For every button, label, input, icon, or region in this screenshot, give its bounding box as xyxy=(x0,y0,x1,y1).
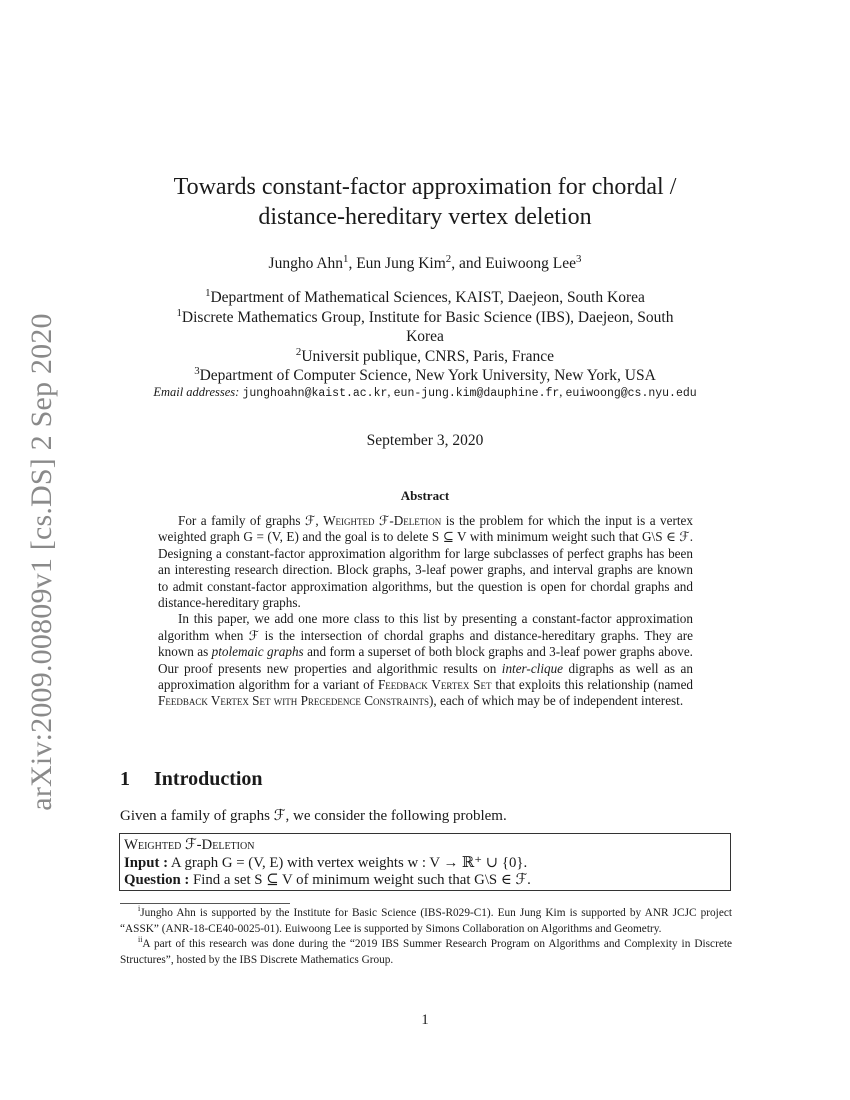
affil-text: Discrete Mathematics Group, Institute for Basic Science (IBS), Daejeon, South xyxy=(181,308,674,326)
email-addresses: Email addresses: junghoahn@kaist.ac.kr, eun-jung.kim@dauphine.fr, euiwoong@cs.nyu.edu xyxy=(153,385,697,400)
author-affil-mark: 2 xyxy=(445,252,452,265)
emphasis: ptolemaic graphs xyxy=(211,644,304,660)
footnote-text: A part of this research was done during the “2019 IBS Summer Research Program on Algorithms and Complexity in Discrete Structures”, hosted by the IBS Discrete Mathematics Group. xyxy=(120,938,732,966)
footnote-mark: ii xyxy=(138,935,143,945)
text-run: For a family of graphs ℱ, xyxy=(178,513,324,528)
section-title: Introduction xyxy=(154,768,263,790)
affiliation xyxy=(0,288,850,308)
author-name: Eun Jung Kim xyxy=(356,255,446,272)
affiliation xyxy=(0,308,850,328)
problem-definition-box xyxy=(119,833,731,891)
input-label: Input : xyxy=(124,854,169,871)
problem-question xyxy=(124,872,726,890)
affil-text: Department of Mathematical Sciences, KAIST, Daejeon, South Korea xyxy=(210,289,645,306)
text-run: is the problem for which the input is a vertex weighted graph G = (V, E) and the goal is to delete S ⊆ V with minimum weight such that G\S ∈ ℱ. Designing a constant-factor approximation algorithm for large subclasses of perfect graphs has been an interesting research direction. Block graphs, 3-leaf power graphs, and interval graphs are known to admit constant-factor approximation algorithms, but the question is open for chordal graphs and distance-hereditary graphs. xyxy=(158,513,693,611)
affil-mark: 3 xyxy=(194,364,200,377)
author-list xyxy=(0,252,850,273)
title-line-2: distance-hereditary vertex deletion xyxy=(258,204,592,230)
section-number: 1 xyxy=(120,768,130,790)
email-label: Email addresses: xyxy=(153,385,240,399)
text-run: and form a superset of both block graphs and 3-leaf power graphs above. Our proof presents new properties and algorithmic results on xyxy=(158,644,693,676)
author-affil-mark: 1 xyxy=(343,252,349,265)
problem-input xyxy=(124,855,726,873)
question-label: Question : xyxy=(124,872,190,888)
affil-mark: 1 xyxy=(176,306,182,319)
affil-mark: 1 xyxy=(205,286,211,299)
footnote-rule xyxy=(120,903,290,904)
author-name: Jungho Ahn xyxy=(268,255,344,272)
affiliation-continued: Korea xyxy=(406,328,444,345)
page-number: 1 xyxy=(421,1012,429,1028)
affiliation xyxy=(0,347,850,367)
text-run: digraphs as well as an approximation algorithm for a variant of xyxy=(158,660,693,693)
input-text: A graph G = (V, E) with vertex weights w : V → ℝ⁺ ∪ {0}. xyxy=(168,854,528,871)
title-line-1: Towards constant-factor approximation for chordal / xyxy=(173,174,677,200)
section-heading xyxy=(120,768,263,791)
affil-text: Department of Computer Science, New York University, New York, USA xyxy=(199,367,656,384)
affiliations xyxy=(0,288,850,386)
text-run: In this paper, we add one more class to this list by presenting a constant-factor approximation algorithm when ℱ is the intersection of chordal graphs and distance-hereditary graphs. They are known as xyxy=(158,611,693,660)
abstract-body xyxy=(158,513,693,710)
author-name: Euiwoong Lee xyxy=(485,255,577,272)
problem-name: Weighted ℱ-Deletion xyxy=(124,837,255,853)
abstract-paragraph xyxy=(158,513,693,611)
arxiv-identifier: arXiv:2009.00809v1 [cs.DS] 2 Sep 2020 xyxy=(25,313,58,811)
paper-date: September 3, 2020 xyxy=(366,432,484,449)
abstract-paragraph xyxy=(158,611,693,709)
footnote xyxy=(120,937,732,968)
author-separator: , xyxy=(348,255,357,272)
affil-text: Universit publique, CNRS, Paris, France xyxy=(301,347,555,365)
author-separator: , and xyxy=(451,255,486,272)
affil-mark: 2 xyxy=(295,345,302,358)
intro-paragraph: Given a family of graphs ℱ, we consider the following problem. xyxy=(120,808,507,824)
question-text: Find a set S ⊆ V of minimum weight such that G\S ∈ ℱ. xyxy=(189,872,531,888)
abstract-heading: Abstract xyxy=(400,488,450,503)
footnote-mark: i xyxy=(138,904,141,914)
problem-name: Feedback Vertex Set with Precedence Constraints xyxy=(158,693,430,709)
footnotes xyxy=(120,906,732,968)
author-affil-mark: 3 xyxy=(576,252,582,265)
text-run: ), each of which may be of independent interest. xyxy=(429,693,684,709)
paper-title xyxy=(0,172,850,232)
problem-name: Feedback Vertex Set xyxy=(377,677,492,693)
email-link[interactable]: euiwoong@cs.nyu.edu xyxy=(565,387,697,400)
text-run: that exploits this relationship (named xyxy=(491,677,694,693)
footnote-text: Jungho Ahn is supported by the Institute for Basic Science (IBS-R029-C1). Eun Jung Kim is supported by ANR JCJC project “ASSK” (ANR-18-CE40-0025-01). Euiwoong Lee is supported by Simons Collaboration on Algorithms and Geometry. xyxy=(120,907,732,935)
emphasis: inter-clique xyxy=(501,660,564,676)
footnote xyxy=(120,906,732,937)
affiliation xyxy=(0,366,850,386)
email-link[interactable]: eun-jung.kim@dauphine.fr xyxy=(393,387,560,400)
email-link[interactable]: junghoahn@kaist.ac.kr xyxy=(242,387,388,400)
problem-name: Weighted ℱ-Deletion xyxy=(323,513,442,528)
